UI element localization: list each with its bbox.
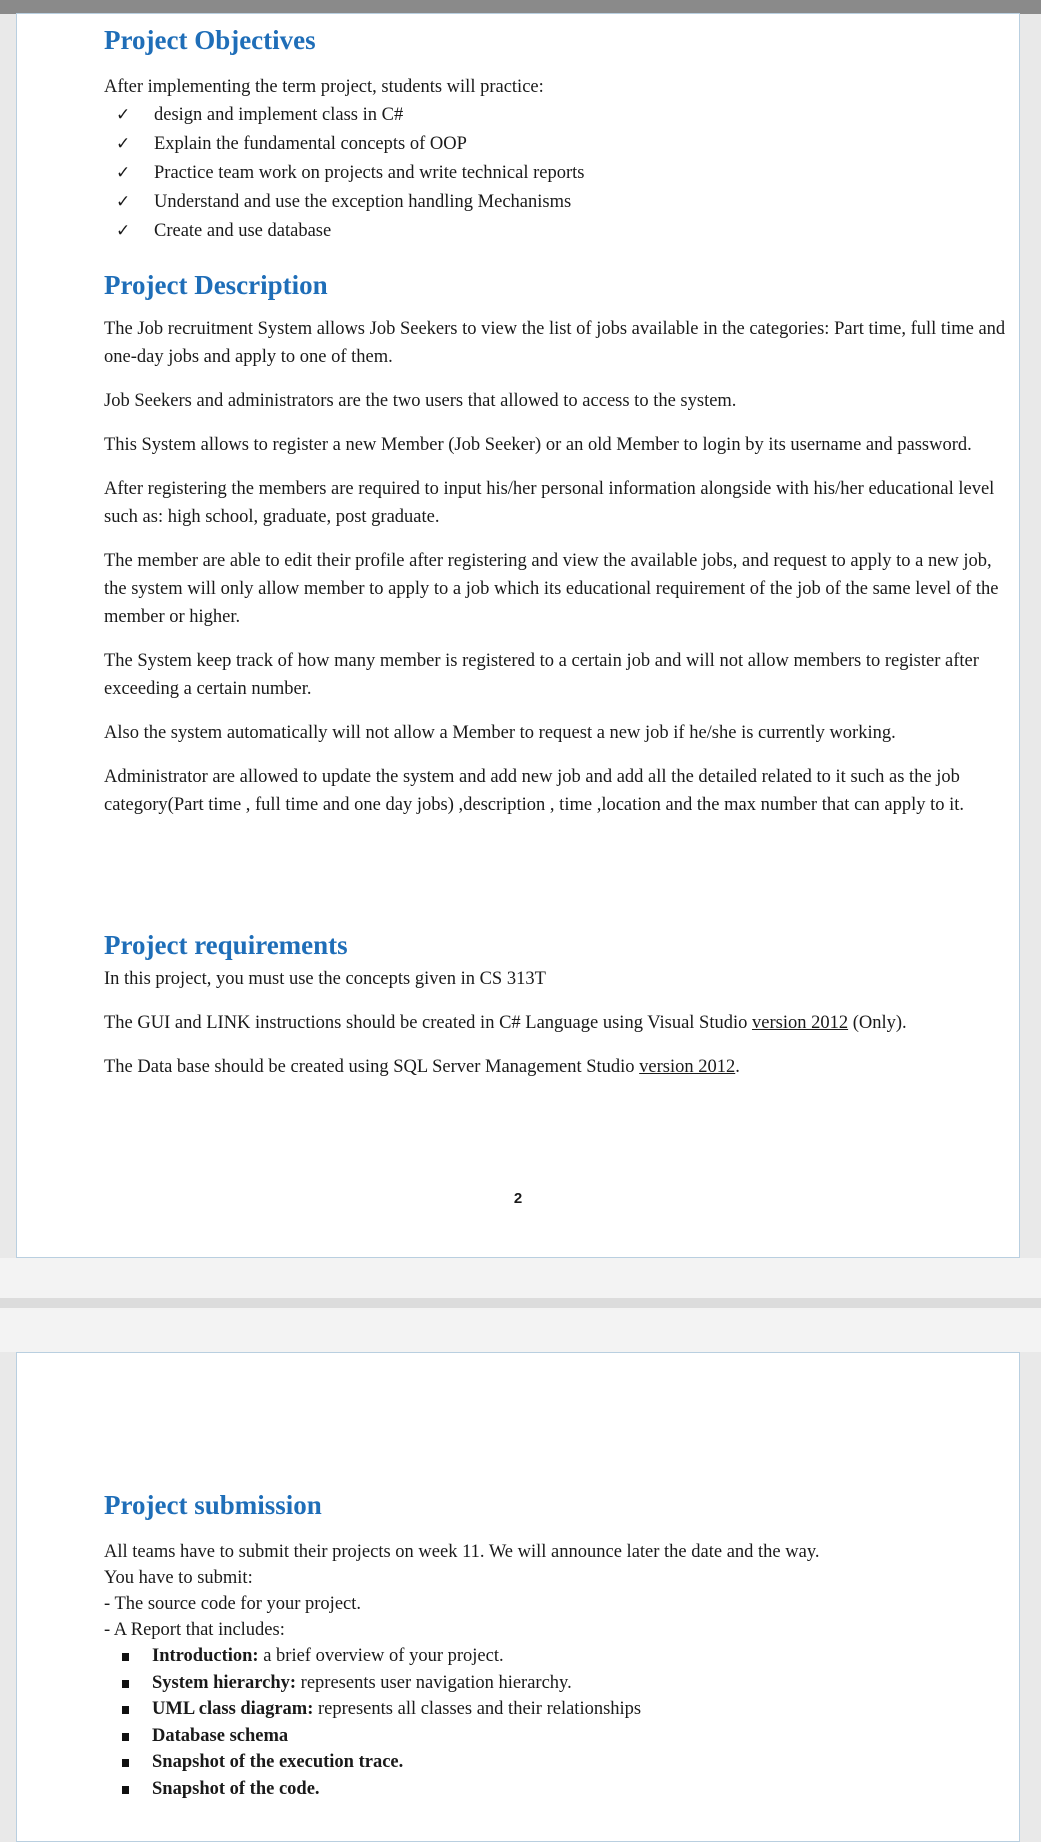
list-item: ✓ design and implement class in C#	[104, 101, 1011, 130]
checkmark-icon: ✓	[116, 221, 131, 242]
description-paragraph: After registering the members are required to input his/her personal information alongside with his/her educational level such as: high school, graduate, post graduate.	[104, 479, 995, 528]
requirements-line: In this project, you must use the concepts given in CS 313T	[104, 969, 546, 990]
list-item: Introduction: a brief overview of your project.	[104, 1643, 1011, 1670]
requirements-section	[104, 929, 1011, 1081]
description-paragraph: The Job recruitment System allows Job Seekers to view the list of jobs available in the categories: Part time, full time and one-day jobs and apply to one of them.	[104, 319, 1006, 368]
list-item: System hierarchy: represents user navigation hierarchy.	[104, 1670, 1011, 1697]
submission-line: You have to submit:	[104, 1568, 253, 1589]
checkmark-icon: ✓	[116, 163, 131, 184]
submission-dash-item: - The source code for your project.	[104, 1594, 362, 1615]
requirements-heading: Project requirements	[104, 930, 348, 960]
square-bullet-icon	[122, 1706, 129, 1714]
page-number: 2	[513, 1190, 523, 1207]
submission-dash-item: - A Report that includes:	[104, 1620, 285, 1641]
square-bullet-icon	[122, 1759, 129, 1767]
objectives-section	[104, 24, 1011, 246]
submission-line: All teams have to submit their projects on week 11. We will announce later the date and the way.	[104, 1542, 820, 1563]
checkmark-icon: ✓	[116, 192, 131, 213]
objectives-list	[104, 101, 1011, 246]
version-link: version 2012	[639, 1057, 736, 1078]
square-bullet-icon	[122, 1653, 129, 1661]
list-item: Snapshot of the execution trace.	[104, 1749, 1011, 1776]
description-paragraph: The System keep track of how many member is registered to a certain job and will not allow members to register after exceeding a certain number.	[104, 651, 979, 700]
list-item: Snapshot of the code.	[104, 1776, 1011, 1803]
submission-heading: Project submission	[104, 1490, 322, 1520]
square-bullet-icon	[122, 1786, 129, 1794]
list-item: ✓ Understand and use the exception handling Mechanisms	[104, 188, 1011, 217]
submission-section	[104, 1489, 1011, 1802]
list-item: ✓ Practice team work on projects and write technical reports	[104, 159, 1011, 188]
list-item: ✓ Create and use database	[104, 217, 1011, 246]
report-contents-list	[104, 1643, 1011, 1802]
viewer-top-bar	[0, 0, 1041, 14]
requirements-line: The GUI and LINK instructions should be created in C# Language using Visual Studio version 2012 (Only).	[104, 1013, 907, 1034]
description-paragraph: Also the system automatically will not allow a Member to request a new job if he/she is currently working.	[104, 723, 896, 744]
checkmark-icon: ✓	[116, 105, 131, 126]
objectives-heading: Project Objectives	[104, 25, 316, 55]
square-bullet-icon	[122, 1680, 129, 1688]
description-paragraph: Administrator are allowed to update the system and add new job and add all the detailed related to it such as the job category(Part time , full time and one day jobs) ,description , time ,location and the max number that can apply to it.	[104, 767, 965, 816]
page-separator	[0, 1258, 1041, 1352]
objectives-intro: After implementing the term project, students will practice:	[104, 77, 544, 98]
list-item: ✓ Explain the fundamental concepts of OOP	[104, 130, 1011, 159]
requirements-line: The Data base should be created using SQL Server Management Studio version 2012.	[104, 1057, 740, 1078]
description-heading: Project Description	[104, 270, 328, 300]
list-item: UML class diagram: represents all classes and their relationships	[104, 1696, 1011, 1723]
list-item: Database schema	[104, 1723, 1011, 1750]
description-paragraph: Job Seekers and administrators are the two users that allowed to access to the system.	[104, 391, 737, 412]
version-link: version 2012	[752, 1013, 849, 1034]
document-page-3	[16, 1352, 1020, 1842]
checkmark-icon: ✓	[116, 134, 131, 155]
description-section	[104, 269, 1011, 819]
square-bullet-icon	[122, 1733, 129, 1741]
description-paragraph: The member are able to edit their profile after registering and view the available jobs, and request to apply to a new job, the system will only allow member to apply to a job which its educational requirement of the job of the same level of the member or higher.	[104, 551, 999, 628]
document-page-2	[16, 13, 1020, 1258]
description-paragraph: This System allows to register a new Member (Job Seeker) or an old Member to login by its username and password.	[104, 435, 972, 456]
